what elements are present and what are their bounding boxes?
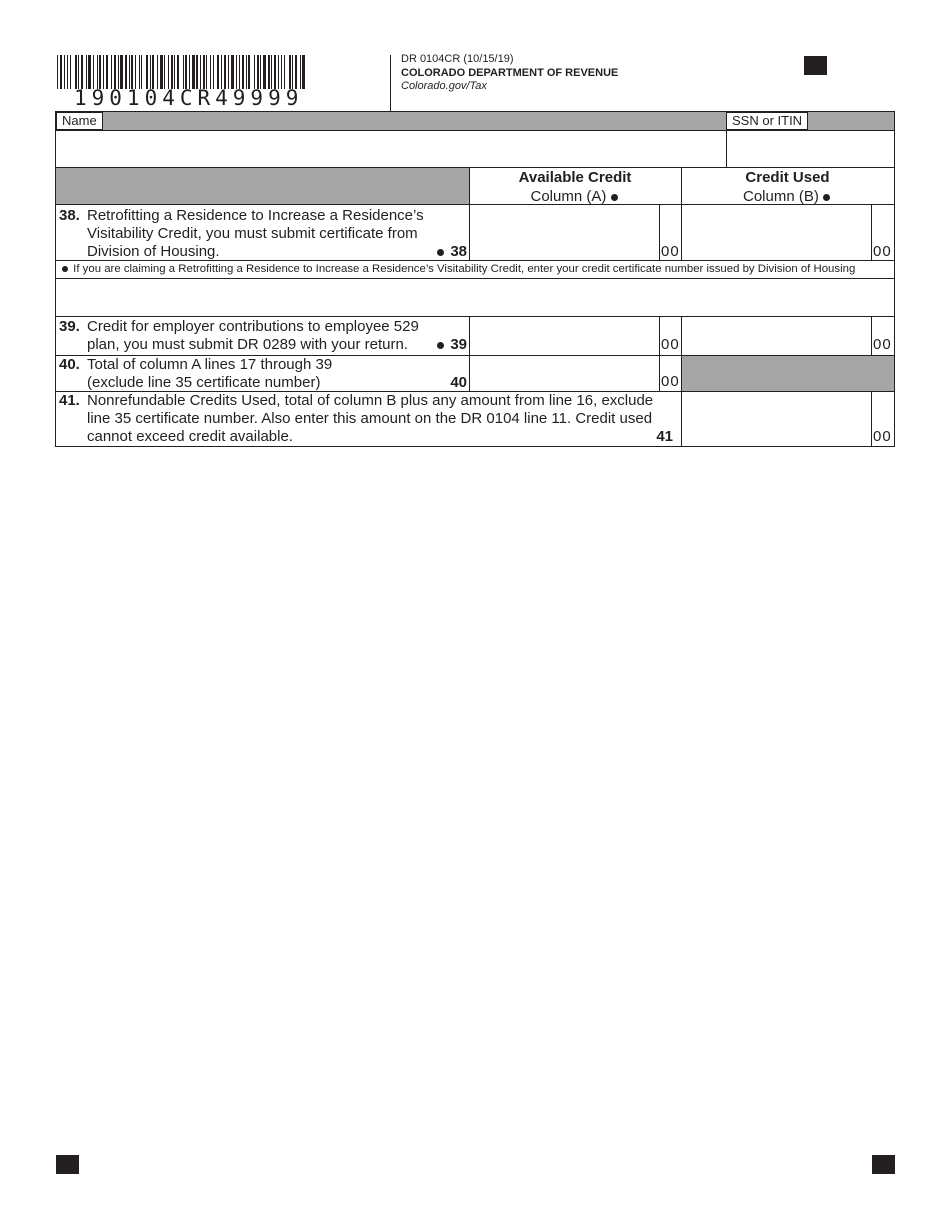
required-bullet-icon [62,266,68,272]
ssn-input[interactable] [727,131,894,167]
line-38-ref: 38 [437,243,467,261]
department-name: COLORADO DEPARTMENT OF REVENUE [401,67,619,79]
line-39-number: 39. [59,318,80,335]
line-40-text-2: (exclude line 35 certificate number) [87,374,321,391]
column-a-subtitle: Column (A) [469,187,681,206]
line-41-col-b-input[interactable] [682,392,871,446]
registration-mark-bottom-left [56,1155,79,1174]
ssn-label: SSN or ITIN [726,112,808,130]
required-bullet-icon [823,194,830,201]
registration-mark-bottom-right [872,1155,895,1174]
line-41-number: 41. [59,392,80,409]
rule [659,316,660,355]
line-41-text-3: cannot exceed credit available. [87,428,293,445]
column-b-subtitle: Column (B) [681,187,894,206]
column-b-title: Credit Used [745,169,830,186]
line-40-ref: 40 [450,374,467,391]
required-bullet-icon [437,249,444,256]
name-input[interactable] [56,131,726,167]
certificate-note: If you are claiming a Retrofitting a Residence to Increase a Residence’s Visitability Credit, enter your credit certificate number issued by Division of Housing [62,262,855,277]
certificate-number-input[interactable] [56,279,894,316]
rule [871,391,872,447]
registration-mark-top [804,56,827,75]
line-39-ref: 39 [437,336,467,354]
name-label: Name [56,112,103,130]
line-39-text-1: Credit for employer contributions to employee 529 [87,318,419,335]
line-39-col-b-input[interactable] [682,317,871,354]
barcode-bars [57,55,309,89]
rule [871,204,872,260]
line-40-col-a-cents: 00 [661,373,680,390]
line-38-text-1: Retrofitting a Residence to Increase a Residence’s [87,207,424,224]
line-39-text-2: plan, you must submit DR 0289 with your return. [87,336,408,353]
line-40-text-1: Total of column A lines 17 through 39 [87,356,333,373]
barcode [57,55,309,89]
line-41-text-1: Nonrefundable Credits Used, total of column B plus any amount from line 16, exclude [87,392,654,409]
line-40-col-a-input[interactable] [470,356,659,391]
line-38-text-3: Division of Housing. [87,243,220,260]
line-38-col-b-cents: 00 [873,243,892,260]
line-39-col-a-input[interactable] [470,317,659,354]
required-bullet-icon [437,342,444,349]
line-41-text-2: line 35 certificate number. Also enter this amount on the DR 0104 line 11. Credit used [87,410,653,427]
required-bullet-icon [611,194,618,201]
line-38-col-a-cents: 00 [661,243,680,260]
line-41-col-b-cents: 00 [873,428,892,445]
column-header-blank [56,168,469,204]
rule [659,204,660,260]
header-divider [390,55,391,111]
line-41-ref: 41 [656,428,673,445]
form-id: DR 0104CR (10/15/19) [401,53,514,65]
line-39-col-a-cents: 00 [661,336,680,353]
line-39-col-b-cents: 00 [873,336,892,353]
line-38-number: 38. [59,207,80,224]
website: Colorado.gov/Tax [401,80,487,92]
line-40-number: 40. [59,356,80,373]
column-a-title: Available Credit [518,169,632,186]
rule [871,316,872,355]
barcode-number: 190104CR49999 [74,86,304,110]
line-38-col-b-input[interactable] [682,205,871,260]
line-40-col-b-shaded [682,356,894,391]
line-38-text-2: Visitability Credit, you must submit certificate from [87,225,418,242]
rule [659,355,660,391]
line-38-col-a-input[interactable] [470,205,659,260]
column-b-header [681,168,894,206]
column-a-header [469,168,681,206]
